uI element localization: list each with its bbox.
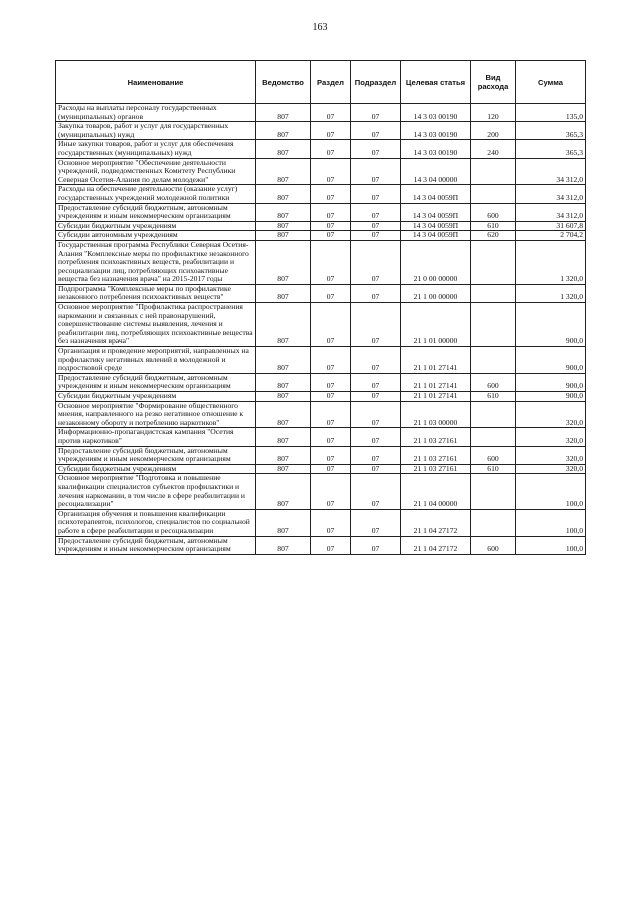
page-number: 163 bbox=[312, 22, 328, 33]
table-row bbox=[56, 446, 586, 464]
cell-sum: 900,0 bbox=[516, 373, 586, 391]
table-row bbox=[56, 284, 586, 302]
table-row bbox=[56, 401, 586, 428]
table-row bbox=[56, 203, 586, 221]
table-row bbox=[56, 140, 586, 158]
cell-name: Основное мероприятие "Обеспечение деятельности учреждений, подведомственных Комитету Республики Северная Осетия-Алания по делам молодежи" bbox=[56, 158, 256, 185]
cell-sum: 31 607,8 bbox=[516, 221, 586, 231]
cell-section: 07 bbox=[311, 185, 351, 203]
cell-name: Расходы на выплаты персоналу государственных (муниципальных) органов bbox=[56, 104, 256, 122]
cell-section: 07 bbox=[311, 158, 351, 185]
header-sum: Сумма bbox=[516, 61, 586, 104]
cell-target: 21 0 00 00000 bbox=[401, 240, 471, 284]
table-row bbox=[56, 428, 586, 446]
cell-dept: 807 bbox=[256, 428, 311, 446]
table-row bbox=[56, 158, 586, 185]
cell-section: 07 bbox=[311, 284, 351, 302]
cell-dept: 807 bbox=[256, 373, 311, 391]
cell-target: 14 3 04 00000 bbox=[401, 158, 471, 185]
cell-target: 21 1 03 00000 bbox=[401, 401, 471, 428]
cell-name: Субсидии автономным учреждениям bbox=[56, 231, 256, 241]
cell-subsection: 07 bbox=[351, 509, 401, 536]
cell-subsection: 07 bbox=[351, 122, 401, 140]
cell-dept: 807 bbox=[256, 464, 311, 474]
cell-dept: 807 bbox=[256, 509, 311, 536]
cell-name: Закупка товаров, работ и услуг для государственных (муниципальных) нужд bbox=[56, 122, 256, 140]
cell-name: Организация обучения и повышения квалификации психотерапевтов, психологов, специалистов по социальной работе в сфере реабилитации и ресоциализации bbox=[56, 509, 256, 536]
cell-type bbox=[471, 303, 516, 347]
cell-type: 120 bbox=[471, 104, 516, 122]
cell-sum: 34 312,0 bbox=[516, 185, 586, 203]
cell-target: 14 3 04 0059П bbox=[401, 203, 471, 221]
cell-type bbox=[471, 509, 516, 536]
cell-target: 14 3 04 0059П bbox=[401, 231, 471, 241]
cell-subsection: 07 bbox=[351, 392, 401, 402]
table-body bbox=[56, 104, 586, 555]
cell-section: 07 bbox=[311, 464, 351, 474]
cell-sum: 34 312,0 bbox=[516, 203, 586, 221]
table-row bbox=[56, 231, 586, 241]
cell-sum: 320,0 bbox=[516, 446, 586, 464]
cell-sum: 320,0 bbox=[516, 401, 586, 428]
cell-dept: 807 bbox=[256, 158, 311, 185]
cell-target: 21 1 01 00000 bbox=[401, 303, 471, 347]
cell-type: 600 bbox=[471, 203, 516, 221]
cell-section: 07 bbox=[311, 536, 351, 554]
table-row bbox=[56, 536, 586, 554]
cell-dept: 807 bbox=[256, 401, 311, 428]
table-row bbox=[56, 104, 586, 122]
cell-sum: 365,3 bbox=[516, 122, 586, 140]
cell-section: 07 bbox=[311, 392, 351, 402]
cell-dept: 807 bbox=[256, 104, 311, 122]
cell-type: 610 bbox=[471, 221, 516, 231]
table-row bbox=[56, 509, 586, 536]
table-row bbox=[56, 347, 586, 374]
cell-type bbox=[471, 284, 516, 302]
header-type: Вид расхода bbox=[471, 61, 516, 104]
cell-target: 14 3 03 00190 bbox=[401, 104, 471, 122]
cell-subsection: 07 bbox=[351, 446, 401, 464]
cell-sum: 100,0 bbox=[516, 509, 586, 536]
cell-section: 07 bbox=[311, 347, 351, 374]
cell-section: 07 bbox=[311, 474, 351, 509]
table-row bbox=[56, 122, 586, 140]
budget-table bbox=[55, 60, 586, 555]
cell-section: 07 bbox=[311, 221, 351, 231]
cell-sum: 320,0 bbox=[516, 464, 586, 474]
cell-dept: 807 bbox=[256, 122, 311, 140]
cell-target: 14 3 03 00190 bbox=[401, 122, 471, 140]
cell-subsection: 07 bbox=[351, 303, 401, 347]
cell-subsection: 07 bbox=[351, 284, 401, 302]
header-subsection: Подраздел bbox=[351, 61, 401, 104]
cell-name: Организация и проведение мероприятий, направленных на профилактику негативных явлений в молодежной и подростковой среде bbox=[56, 347, 256, 374]
cell-target: 21 1 03 27161 bbox=[401, 428, 471, 446]
cell-dept: 807 bbox=[256, 392, 311, 402]
cell-name: Расходы на обеспечение деятельности (оказание услуг) государственных учреждений молодежной политики bbox=[56, 185, 256, 203]
cell-target: 21 1 04 27172 bbox=[401, 509, 471, 536]
cell-subsection: 07 bbox=[351, 140, 401, 158]
cell-dept: 807 bbox=[256, 231, 311, 241]
cell-dept: 807 bbox=[256, 203, 311, 221]
cell-sum: 2 704,2 bbox=[516, 231, 586, 241]
cell-type bbox=[471, 185, 516, 203]
cell-target: 21 1 04 27172 bbox=[401, 536, 471, 554]
cell-subsection: 07 bbox=[351, 474, 401, 509]
cell-target: 14 3 04 0059П bbox=[401, 185, 471, 203]
cell-type: 620 bbox=[471, 231, 516, 241]
cell-sum: 100,0 bbox=[516, 474, 586, 509]
cell-name: Предоставление субсидий бюджетным, автономным учреждениям и иным некоммерческим организациям bbox=[56, 536, 256, 554]
cell-target: 21 1 00 00000 bbox=[401, 284, 471, 302]
table-row bbox=[56, 185, 586, 203]
cell-section: 07 bbox=[311, 373, 351, 391]
cell-type: 600 bbox=[471, 446, 516, 464]
cell-sum: 365,3 bbox=[516, 140, 586, 158]
cell-target: 14 3 04 0059П bbox=[401, 221, 471, 231]
cell-section: 07 bbox=[311, 401, 351, 428]
table-row bbox=[56, 240, 586, 284]
cell-subsection: 07 bbox=[351, 373, 401, 391]
cell-subsection: 07 bbox=[351, 104, 401, 122]
cell-dept: 807 bbox=[256, 240, 311, 284]
cell-sum: 135,0 bbox=[516, 104, 586, 122]
cell-type: 600 bbox=[471, 536, 516, 554]
cell-subsection: 07 bbox=[351, 401, 401, 428]
cell-dept: 807 bbox=[256, 474, 311, 509]
cell-sum: 320,0 bbox=[516, 428, 586, 446]
cell-name: Субсидии бюджетным учреждениям bbox=[56, 464, 256, 474]
cell-name: Иные закупки товаров, работ и услуг для обеспечения государственных (муниципальных) нужд bbox=[56, 140, 256, 158]
cell-name: Субсидии бюджетным учреждениям bbox=[56, 221, 256, 231]
cell-name: Государственная программа Республики Северная Осетия-Алания "Комплексные меры по профилактике незаконного потребления психоактивных веществ, реабилитации и ресоциализации лиц, потребляющих психоактивные вещества без назначения врача" на 2015-2017 годы bbox=[56, 240, 256, 284]
cell-subsection: 07 bbox=[351, 203, 401, 221]
cell-subsection: 07 bbox=[351, 158, 401, 185]
cell-name: Субсидии бюджетным учреждениям bbox=[56, 392, 256, 402]
cell-name: Предоставление субсидий бюджетным, автономным учреждениям и иным некоммерческим организациям bbox=[56, 203, 256, 221]
cell-name: Основное мероприятие "Формирование общественного мнения, направленного на резко негативное отношение к незаконному обороту и потреблению наркотиков" bbox=[56, 401, 256, 428]
header-target: Целевая статья bbox=[401, 61, 471, 104]
cell-dept: 807 bbox=[256, 185, 311, 203]
cell-subsection: 07 bbox=[351, 536, 401, 554]
cell-section: 07 bbox=[311, 240, 351, 284]
cell-target: 21 1 03 27161 bbox=[401, 464, 471, 474]
cell-type: 200 bbox=[471, 122, 516, 140]
cell-section: 07 bbox=[311, 140, 351, 158]
cell-subsection: 07 bbox=[351, 240, 401, 284]
cell-type: 600 bbox=[471, 373, 516, 391]
cell-section: 07 bbox=[311, 303, 351, 347]
cell-subsection: 07 bbox=[351, 185, 401, 203]
cell-type: 240 bbox=[471, 140, 516, 158]
cell-section: 07 bbox=[311, 446, 351, 464]
cell-name: Информационно-пропагандистская кампания "Осетия против наркотиков" bbox=[56, 428, 256, 446]
cell-name: Предоставление субсидий бюджетным, автономным учреждениям и иным некоммерческим организациям bbox=[56, 373, 256, 391]
cell-sum: 34 312,0 bbox=[516, 158, 586, 185]
cell-subsection: 07 bbox=[351, 231, 401, 241]
cell-target: 21 1 03 27161 bbox=[401, 446, 471, 464]
cell-name: Основное мероприятие "Подготовка и повышение квалификации специалистов субъектов профилактики и лечения наркомании, в том числе в сфере реабилитации и ресоциализации" bbox=[56, 474, 256, 509]
cell-section: 07 bbox=[311, 231, 351, 241]
table-row bbox=[56, 373, 586, 391]
cell-target: 14 3 03 00190 bbox=[401, 140, 471, 158]
table-header-row bbox=[56, 61, 586, 104]
cell-section: 07 bbox=[311, 104, 351, 122]
cell-type: 610 bbox=[471, 392, 516, 402]
cell-sum: 100,0 bbox=[516, 536, 586, 554]
cell-dept: 807 bbox=[256, 347, 311, 374]
cell-target: 21 1 01 27141 bbox=[401, 373, 471, 391]
cell-sum: 900,0 bbox=[516, 347, 586, 374]
cell-subsection: 07 bbox=[351, 464, 401, 474]
cell-dept: 807 bbox=[256, 140, 311, 158]
cell-type bbox=[471, 347, 516, 374]
cell-type bbox=[471, 428, 516, 446]
cell-target: 21 1 04 00000 bbox=[401, 474, 471, 509]
cell-subsection: 07 bbox=[351, 221, 401, 231]
cell-dept: 807 bbox=[256, 221, 311, 231]
cell-section: 07 bbox=[311, 122, 351, 140]
cell-type bbox=[471, 240, 516, 284]
table-row bbox=[56, 392, 586, 402]
cell-sum: 1 320,0 bbox=[516, 284, 586, 302]
cell-subsection: 07 bbox=[351, 347, 401, 374]
cell-type bbox=[471, 158, 516, 185]
cell-sum: 1 320,0 bbox=[516, 240, 586, 284]
header-section: Раздел bbox=[311, 61, 351, 104]
cell-type bbox=[471, 474, 516, 509]
cell-section: 07 bbox=[311, 428, 351, 446]
table-row bbox=[56, 474, 586, 509]
cell-section: 07 bbox=[311, 203, 351, 221]
cell-sum: 900,0 bbox=[516, 303, 586, 347]
cell-type bbox=[471, 401, 516, 428]
header-dept: Ведомство bbox=[256, 61, 311, 104]
header-name: Наименование bbox=[56, 61, 256, 104]
cell-section: 07 bbox=[311, 509, 351, 536]
cell-target: 21 1 01 27141 bbox=[401, 347, 471, 374]
cell-type: 610 bbox=[471, 464, 516, 474]
cell-dept: 807 bbox=[256, 536, 311, 554]
cell-name: Подпрограмма "Комплексные меры по профилактике незаконного потребления психоактивных веществ" bbox=[56, 284, 256, 302]
cell-name: Основное мероприятие "Профилактика распространения наркомании и связанных с ней правонарушений, совершенствование системы выявления, лечения и реабилитации лиц, потребляющих психоактивные вещества без назначения врача" bbox=[56, 303, 256, 347]
cell-dept: 807 bbox=[256, 284, 311, 302]
cell-subsection: 07 bbox=[351, 428, 401, 446]
cell-target: 21 1 01 27141 bbox=[401, 392, 471, 402]
cell-name: Предоставление субсидий бюджетным, автономным учреждениям и иным некоммерческим организациям bbox=[56, 446, 256, 464]
cell-dept: 807 bbox=[256, 446, 311, 464]
cell-dept: 807 bbox=[256, 303, 311, 347]
table-row bbox=[56, 303, 586, 347]
cell-sum: 900,0 bbox=[516, 392, 586, 402]
